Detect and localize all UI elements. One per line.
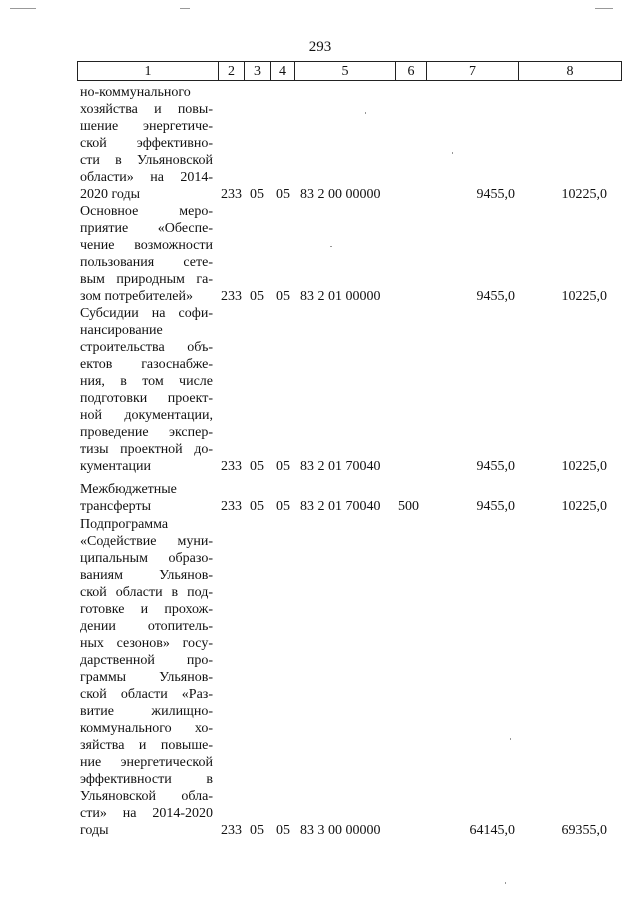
- description-line: «Содействие муни-: [80, 534, 213, 549]
- description-line: ской области «Раз-: [80, 687, 213, 702]
- col-3-value: 05: [250, 289, 264, 304]
- description-line: ния, в том числе: [80, 374, 213, 389]
- col-8-value: 10225,0: [561, 187, 607, 202]
- col-3-value: 05: [250, 459, 264, 474]
- col-8-value: 10225,0: [561, 459, 607, 474]
- description-line: витие жилищно-: [80, 704, 213, 719]
- scan-mark: [595, 8, 613, 9]
- row-description: [80, 481, 213, 515]
- col-4-value: 05: [276, 459, 290, 474]
- col-2-value: 233: [221, 289, 242, 304]
- scan-speck: [452, 152, 453, 154]
- description-line: проведение экспер-: [80, 425, 213, 440]
- col-7-value: 9455,0: [476, 459, 515, 474]
- description-line: шение энергетиче-: [80, 119, 213, 134]
- description-line: Основное меро-: [80, 204, 213, 219]
- description-line: дении отопитель-: [80, 619, 213, 634]
- description-line: чение возможности: [80, 238, 213, 253]
- description-line: граммы Ульянов-: [80, 670, 213, 685]
- table-header: [77, 61, 622, 81]
- header-col-1: 1: [144, 64, 152, 79]
- col-4-value: 05: [276, 289, 290, 304]
- col-8-value: 10225,0: [561, 289, 607, 304]
- description-line: готовке и прохож-: [80, 602, 213, 617]
- description-line: ние энергетической: [80, 755, 213, 770]
- description-line: области» на 2014-: [80, 170, 213, 185]
- header-col-8: 8: [566, 64, 574, 79]
- row-description: [80, 203, 213, 305]
- col-7-value: 9455,0: [476, 289, 515, 304]
- description-line: ципальным образо-: [80, 551, 213, 566]
- description-line: Ульяновской обла-: [80, 789, 213, 804]
- description-line: подготовки проект-: [80, 391, 213, 406]
- description-line: ской эффективно-: [80, 136, 213, 151]
- description-line: Субсидии на софи-: [80, 306, 213, 321]
- description-line: годы: [80, 823, 109, 838]
- description-line: зяйства и повыше-: [80, 738, 213, 753]
- description-line: эффективности в: [80, 772, 213, 787]
- col-2-value: 233: [221, 459, 242, 474]
- col-7-value: 9455,0: [476, 499, 515, 514]
- description-line: пользования сете-: [80, 255, 213, 270]
- description-line: сти» на 2014-2020: [80, 806, 213, 821]
- col-6-value: 500: [398, 499, 419, 514]
- description-line: нансирование: [80, 323, 163, 338]
- description-line: сти в Ульяновской: [80, 153, 213, 168]
- col-8-value: 10225,0: [561, 499, 607, 514]
- col-3-value: 05: [250, 187, 264, 202]
- scan-speck: [505, 882, 506, 884]
- row-description: [80, 84, 213, 203]
- description-line: ной документации,: [80, 408, 213, 423]
- description-line: вым природным га-: [80, 272, 213, 287]
- description-line: дарственной про-: [80, 653, 213, 668]
- col-3-value: 05: [250, 499, 264, 514]
- col-5-value: 83 2 01 70040: [300, 459, 381, 474]
- col-5-value: 83 2 01 70040: [300, 499, 381, 514]
- col-5-value: 83 3 00 00000: [300, 823, 381, 838]
- col-4-value: 05: [276, 187, 290, 202]
- description-line: кументации: [80, 459, 151, 474]
- col-2-value: 233: [221, 499, 242, 514]
- header-col-3: 3: [254, 64, 261, 79]
- header-col-6: 6: [407, 64, 415, 79]
- scan-speck: [510, 738, 511, 740]
- col-8-value: 69355,0: [561, 823, 607, 838]
- scan-speck: [365, 112, 366, 114]
- col-4-value: 05: [276, 823, 290, 838]
- description-line: приятие «Обеспе-: [80, 221, 213, 236]
- description-line: 2020 годы: [80, 187, 141, 202]
- row-description: [80, 305, 213, 475]
- description-line: коммунального хо-: [80, 721, 213, 736]
- col-7-value: 9455,0: [476, 187, 515, 202]
- page-number: 293: [308, 39, 332, 55]
- header-col-2: 2: [228, 64, 235, 79]
- description-line: строительства объ-: [80, 340, 213, 355]
- col-2-value: 233: [221, 823, 242, 838]
- col-5-value: 83 2 01 00000: [300, 289, 381, 304]
- description-line: ектов газоснабже-: [80, 357, 213, 372]
- scan-speck: [330, 246, 332, 247]
- description-line: трансферты: [80, 499, 152, 514]
- description-line: зом потребителей»: [80, 289, 193, 304]
- col-7-value: 64145,0: [469, 823, 515, 838]
- description-line: хозяйства и повы-: [80, 102, 213, 117]
- col-3-value: 05: [250, 823, 264, 838]
- description-line: тизы проектной до-: [80, 442, 213, 457]
- row-description: [80, 516, 213, 839]
- description-line: но-коммунального: [80, 85, 191, 100]
- description-line: ных сезонов» госу-: [80, 636, 213, 651]
- description-line: Межбюджетные: [80, 482, 177, 497]
- header-col-5: 5: [341, 64, 349, 79]
- description-line: ской области в под-: [80, 585, 213, 600]
- description-line: Подпрограмма: [80, 517, 169, 532]
- header-col-4: 4: [279, 64, 286, 79]
- scan-mark: [180, 8, 190, 9]
- description-line: ваниям Ульянов-: [80, 568, 213, 583]
- col-5-value: 83 2 00 00000: [300, 187, 381, 202]
- col-4-value: 05: [276, 499, 290, 514]
- scan-mark: [10, 8, 36, 9]
- header-col-7: 7: [469, 64, 476, 79]
- col-2-value: 233: [221, 187, 242, 202]
